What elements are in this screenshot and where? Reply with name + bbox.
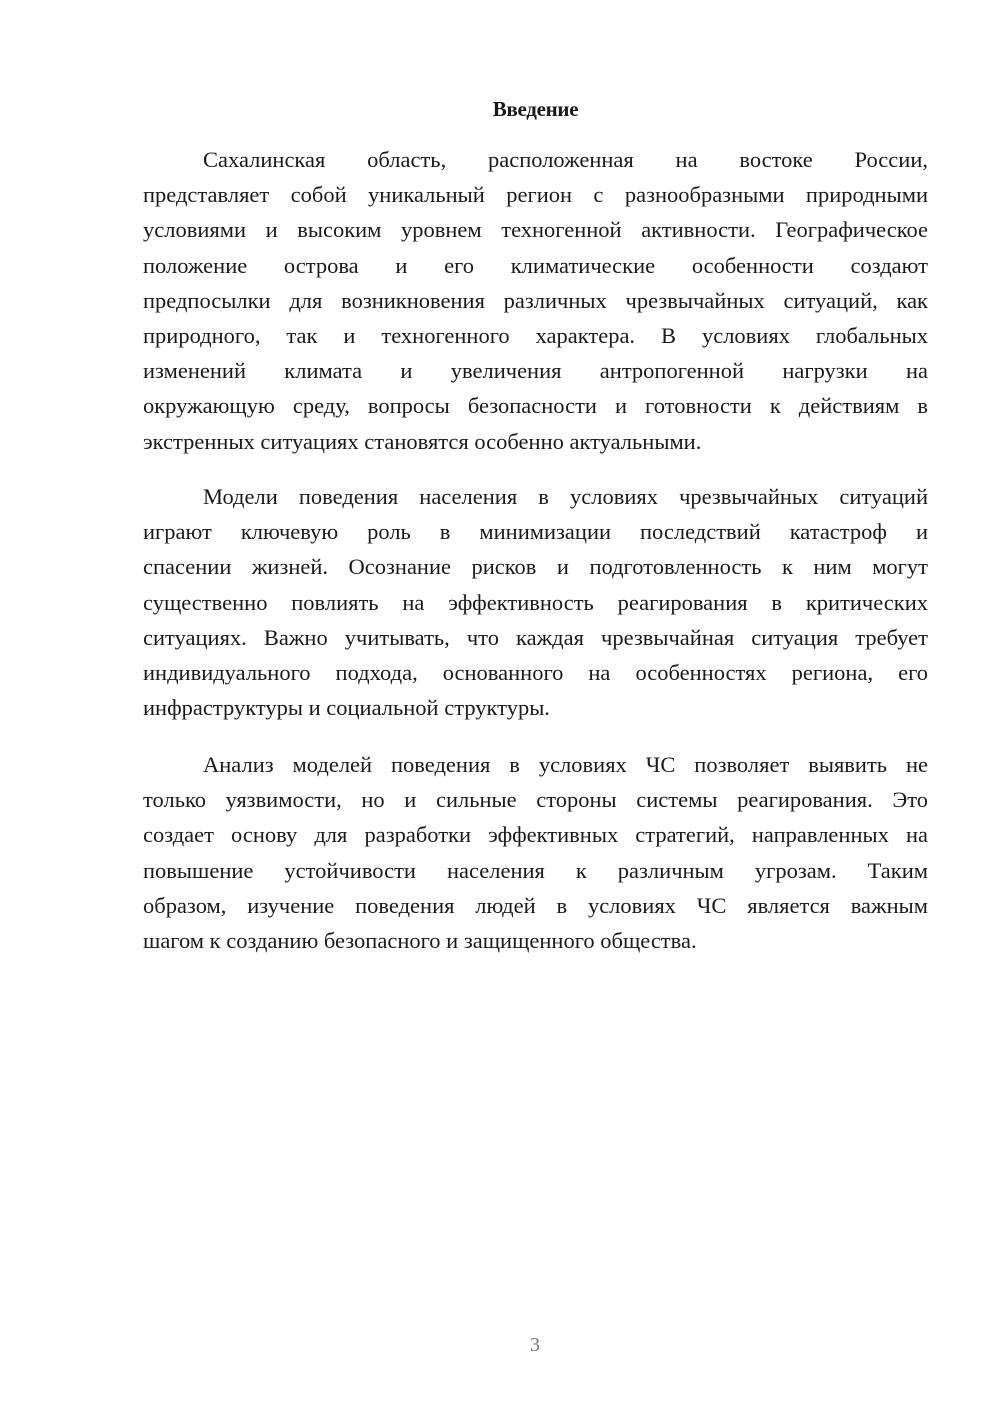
paragraph-3 (143, 747, 928, 958)
text-line: положение острова и его климатические особенности создают (143, 252, 928, 278)
paragraph-1 (143, 142, 928, 459)
text-line: индивидуального подхода, основанного на особенностях региона, его (143, 659, 928, 685)
text-line: только уязвимости, но и сильные стороны системы реагирования. Это (143, 787, 928, 813)
text-line: повышение устойчивости населения к различным угрозам. Таким (143, 857, 928, 883)
text-line: Сахалинская область, расположенная на востоке России, (203, 147, 928, 172)
text-line: окружающую среду, вопросы безопасности и готовности к действиям в (143, 393, 928, 419)
text-line: играют ключевую роль в минимизации последствий катастроф и (143, 519, 928, 545)
text-line: ситуациях. Важно учитывать, что каждая чрезвычайная ситуация требует (143, 624, 928, 650)
text-line: природного, так и техногенного характера. В условиях глобальных (143, 322, 928, 348)
text-line: создает основу для разработки эффективных стратегий, направленных на (143, 822, 928, 848)
text-line: инфраструктуры и социальной структуры. (143, 695, 550, 721)
text-line: экстренных ситуациях становятся особенно актуальными. (143, 428, 702, 454)
text-line: изменений климата и увеличения антропогенной нагрузки на (143, 358, 928, 384)
text-line: образом, изучение поведения людей в условиях ЧС является важным (143, 892, 928, 918)
text-line: шагом к созданию безопасного и защищенного общества. (143, 927, 697, 953)
paragraph-2 (143, 479, 928, 725)
text-line: спасении жизней. Осознание рисков и подготовленность к ним могут (143, 554, 928, 580)
text-line: представляет собой уникальный регион с разнообразными природными (143, 182, 928, 208)
text-line: условиями и высоким уровнем техногенной активности. Географическое (143, 217, 928, 243)
section-title: Введение (492, 97, 579, 121)
text-line: Модели поведения населения в условиях чрезвычайных ситуаций (203, 484, 928, 509)
text-line: Анализ моделей поведения в условиях ЧС позволяет выявить не (203, 752, 928, 777)
text-line: существенно повлиять на эффективность реагирования в критических (143, 589, 928, 615)
page-number: 3 (530, 1334, 540, 1356)
text-line: предпосылки для возникновения различных чрезвычайных ситуаций, как (143, 287, 928, 313)
